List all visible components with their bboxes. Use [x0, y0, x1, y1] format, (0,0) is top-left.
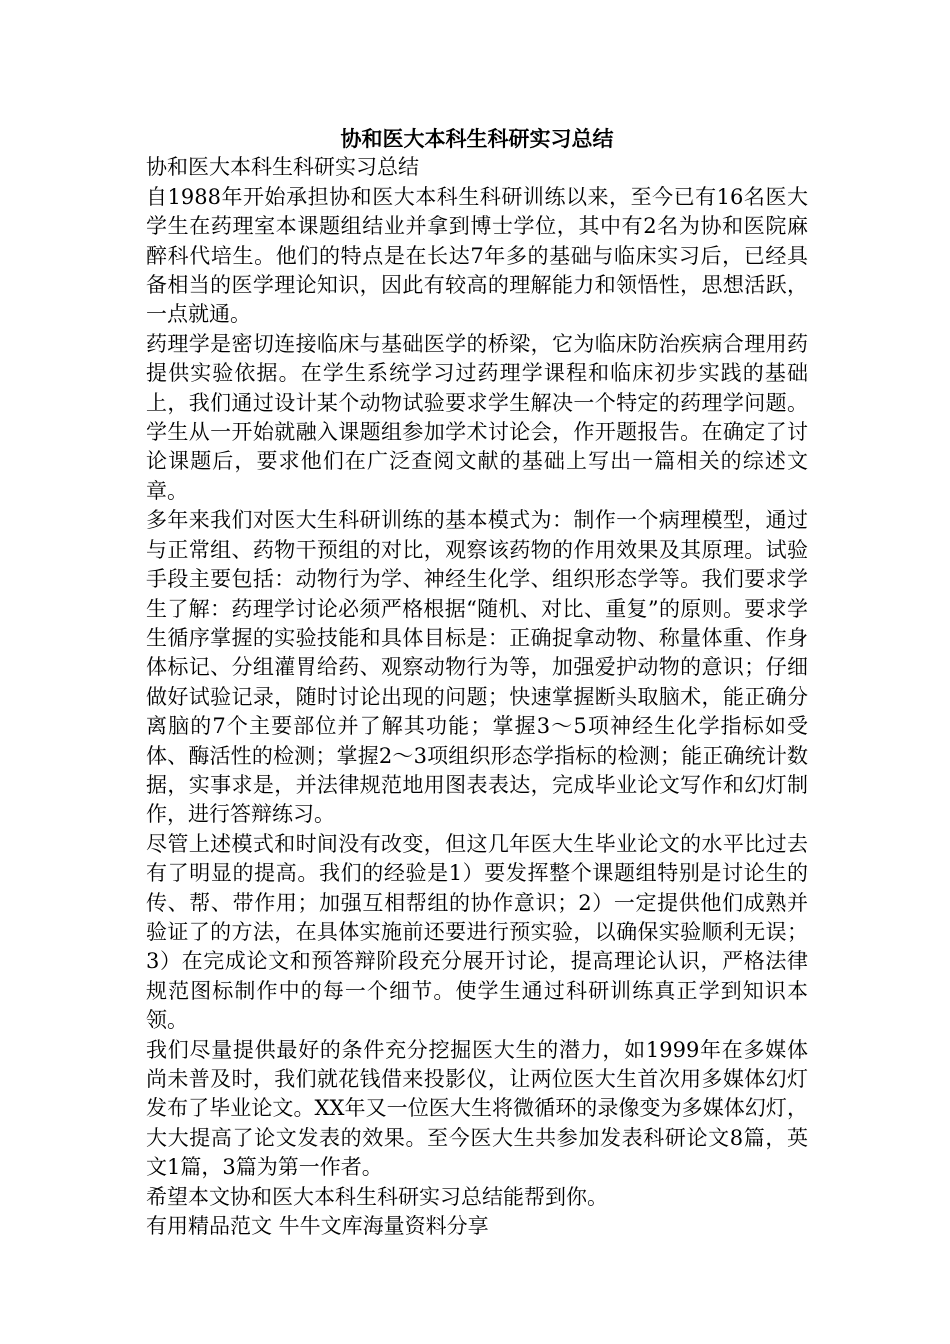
paragraph-footer-note: 有用精品范文 牛牛文库海量资料分享	[146, 1214, 489, 1239]
paragraph-pharmacology: 药理学是密切连接临床与基础医学的桥梁，它为临床防治疾病合理用药提供实验依据。在学生系统学习过药理学课程和临床初步实践的基础上，我们通过设计某个动物试验要求学生解决一个特定的药理学问题。学生从一开始就融入课题组参加学术讨论会，作开题报告。在确定了讨论课题后，要求他们在广泛查阅文献的基础上写出一篇相关的综述文章。	[146, 331, 808, 503]
paragraph-intro: 自1988年开始承担协和医大本科生科研训练以来，至今已有16名医大学生在药理室本课题组结业并拿到博士学位，其中有2名为协和医院麻醉科代培生。他们的特点是在长达7年多的基础与临床实习后，已经具备相当的医学理论知识，因此有较高的理解能力和领悟性，思想活跃，一点就通。	[146, 184, 808, 327]
document-body	[146, 124, 808, 1241]
paragraph-experience: 尽管上述模式和时间没有改变，但这几年医大生毕业论文的水平比过去有了明显的提高。我们的经验是1）要发挥整个课题组特别是讨论生的传、帮、带作用；加强互相帮组的协作意识；2）一定提供他们成熟并验证了的方法，在具体实施前还要进行预实验，以确保实验顺利无误；3）在完成论文和预答辩阶段充分展开讨论，提高理论认识，严格法律规范图标制作中的每一个细节。使学生通过科研训练真正学到知识本领。	[146, 831, 808, 1033]
paragraph-multimedia: 我们尽量提供最好的条件充分挖掘医大生的潜力，如1999年在多媒体尚未普及时，我们就花钱借来投影仪，让两位医大生首次用多媒体幻灯发布了毕业论文。XX年又一位医大生将微循环的录像变为多媒体幻灯，大大提高了论文发表的效果。至今医大生共参加发表科研论文8篇，英文1篇，3篇为第一作者。	[146, 1037, 808, 1180]
paragraph-subtitle: 协和医大本科生科研实习总结	[146, 155, 419, 180]
paragraph-closing: 希望本文协和医大本科生科研实习总结能帮到你。	[146, 1184, 608, 1209]
paragraph-training-model: 多年来我们对医大生科研训练的基本模式为：制作一个病理模型，通过与正常组、药物干预组的对比，观察该药物的作用效果及其原理。试验手段主要包括：动物行为学、神经生化学、组织形态学等。我们要求学生了解：药理学讨论必须严格根据“随机、对比、重复”的原则。要求学生循序掌握的实验技能和具体目标是：正确捉拿动物、称量体重、作身体标记、分组灌胃给药、观察动物行为等，加强爱护动物的意识；仔细做好试验记录，随时讨论出现的问题；快速掌握断头取脑术，能正确分离脑的7个主要部位并了解其功能；掌握3～5项神经生化学指标如受体、酶活性的检测；掌握2～3项组织形态学指标的检测；能正确统计数据，实事求是，并法律规范地用图表表达，完成毕业论文写作和幻灯制作，进行答辩练习。	[146, 508, 808, 827]
document-title: 协和医大本科生科研实习总结	[340, 126, 614, 151]
